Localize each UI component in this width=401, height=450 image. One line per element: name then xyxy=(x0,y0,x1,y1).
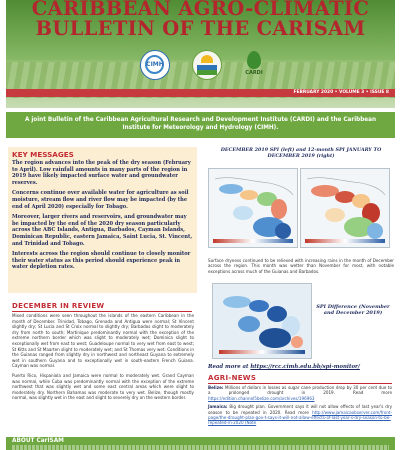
cardi-logo xyxy=(243,51,265,79)
review-paragraph: Puerto Rico, Hispaniola and Jamaica were normal to moderately wet. Grand Cayman was normal, while Cuba was predominantly normal with the exception of the extreme northwest that was slightly wet and some east central areas which were slight to moderately dry. Northern Bahamas was moderate to very wet. Belize, though mostly normal, was slightly wet in the east and slight to severely dry on the western border. xyxy=(12,372,194,401)
issue-bar xyxy=(6,89,395,97)
agri-news-item xyxy=(208,385,392,401)
spi-difference-map xyxy=(212,283,312,359)
cardi-logo-text: CARDI xyxy=(245,70,263,76)
news-link[interactable]: http://www.jamaicaobserver.com/front-page/the-drought-plan-gov-t-says-it-will-not-allow-effects-of-last-year-s-dry-season-to-be-repeated-in-2020 (Note xyxy=(208,409,392,426)
spi-december-map xyxy=(208,168,298,248)
carisam-logo xyxy=(192,50,222,80)
december-review-heading: DECEMBER IN REVIEW xyxy=(12,302,105,310)
bulletin-title-line2: BULLETIN OF THE CARISAM xyxy=(35,17,366,40)
key-message: Concerns continue over available water for agriculture as soil moisture, stream flow and river flow may be impacted (by the end of April 2020) especially for Tobago. xyxy=(12,190,189,210)
section-divider xyxy=(208,383,392,384)
news-link[interactable]: https://edition.channel5belize.com/archives/196963 xyxy=(208,395,315,401)
news-text: Millions of dollars in losses as sugar cane production drop by 30 per cent due to a prolonged drought in 2019. Read more xyxy=(208,385,392,396)
agri-news-item xyxy=(208,404,392,426)
key-messages-heading: KEY MESSAGES xyxy=(12,150,74,159)
intro-strip: A joint Bulletin of the Caribbean Agricultural Research and Development Institute (CARDI) and the Caribbean Institute for Meteorology and Hydrology (CIMH). xyxy=(6,112,395,138)
review-paragraph: Mixed conditions were seen throughout the islands of the eastern Caribbean in the month of December. Trinidad, Tobago, Grenada and Antigua were normal; St Vincent slightly dry; St Lucia and St Croix normal to slightly dry; Barbados slight to moderately dry from north to south; Martinique predominantly normal with the exception of the extreme northern border which was slight to moderately wet; Dominica slight to exceptionally wet from east to west; Guadeloupe normal to very wet from east to west; St Kitts and St Maarten slight to moderately wet; and St Thomas very wet. Conditions in the Guianas ranged from slightly dry in northwest and northeast Guyana to extremely wet in southern Guyana and to exceptionally wet in south-eastern French Guiana. Cayman was normal. xyxy=(12,313,194,369)
agri-news-list xyxy=(208,385,392,429)
news-place: Jamaica: xyxy=(208,404,228,410)
agri-news-heading: AGRI-NEWS xyxy=(208,374,257,382)
spi-monitor-link[interactable]: https://rcc.cimh.edu.bb/spi-monitor/ xyxy=(250,364,360,370)
about-heading: ABOUT CariSAM xyxy=(12,438,64,444)
key-message: Moreover, larger rivers and reservoirs, and groundwater may be impacted by the end of the 2020 dry season particularly across the ABC Islands, Antigua, Barbados, Cayman Islands, Dominican Republic, eastern Jamaica, Saint Lucia, St. Vincent, and Trinidad and Tobago. xyxy=(12,214,193,247)
cimh-logo xyxy=(140,50,170,80)
key-message: The region advances into the peak of the dry season (February to April). Low rainfall amounts in many parts of the region in 2019 have likely impacted surface water and groundwater reserves. xyxy=(12,160,191,186)
about-text-preview xyxy=(12,445,389,450)
read-more-label: Read more at xyxy=(208,364,249,370)
key-messages-box xyxy=(8,147,197,293)
cimh-logo-text: CIMH xyxy=(146,61,164,68)
news-text: Big drought plan. Government says it will not allow effects of last year's dry season to be repeated in 2020. Read more xyxy=(208,404,392,415)
bulletin-title-line1: CARIBBEAN AGRO-CLIMATIC xyxy=(31,0,370,20)
read-more xyxy=(208,364,360,370)
spi-maps-heading: DECEMBER 2019 SPI (left) and 12-month SPI JANUARY TO DECEMBER 2019 (right) xyxy=(220,147,382,159)
spi-12-month-map xyxy=(300,168,390,248)
issue-info: FEBRUARY 2020 • VOLUME 3 • ISSUE 8 xyxy=(293,90,389,95)
section-divider xyxy=(12,311,192,312)
news-place: Belize: xyxy=(208,385,224,390)
spi-difference-label: SPI Difference (November and December 2019) xyxy=(316,304,390,317)
maps-caption: Surface dryness continued to be relieved with increasing rains in the month of December across the region. This month was wetter than November for most, with notable exceptions across much of the Guianas and Barbados. xyxy=(208,258,394,274)
key-message: Interests across the region should continue to closely monitor their water status as this period should experience peak in water depletion rates. xyxy=(12,251,191,271)
december-review-text xyxy=(12,313,194,405)
about-section-bar xyxy=(6,437,395,450)
